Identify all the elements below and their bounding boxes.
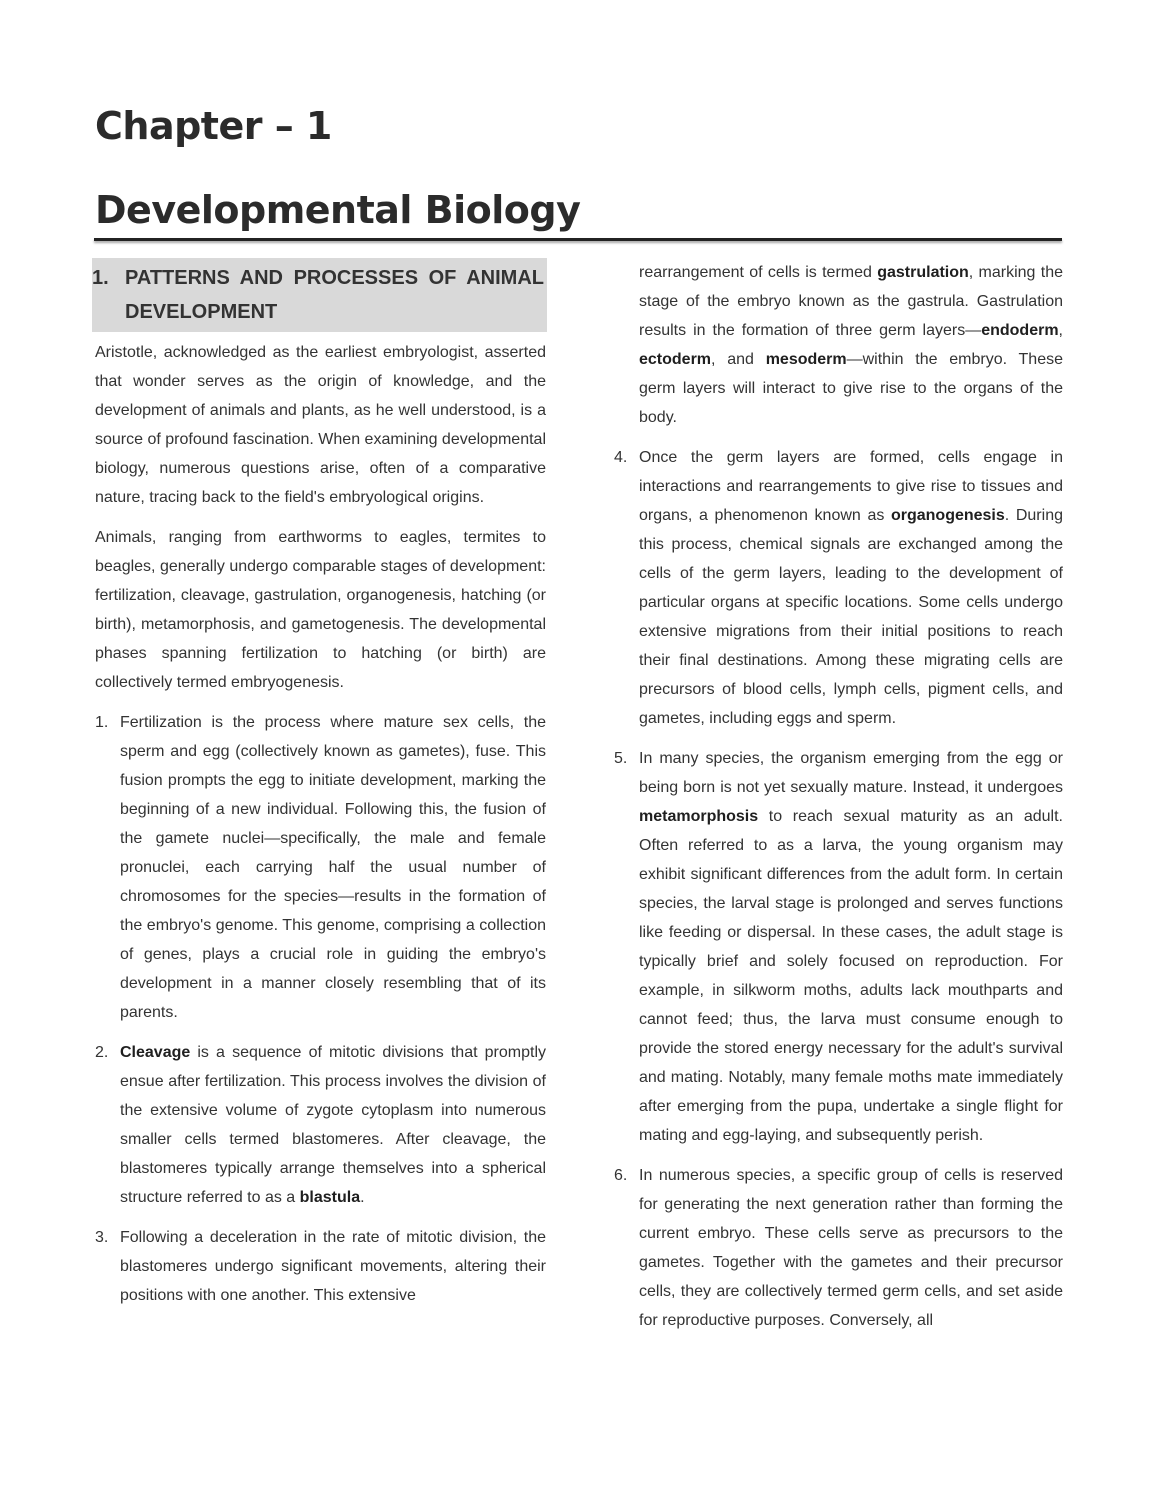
- list-item-text: In numerous species, a specific group of cells is reserved for generating the next generation rather than forming the current embryo. These cells serve as precursors to the gametes. Together with the gametes and their precursor cells, they are collectively termed germ cells, and set aside for reproductive purposes. Conversely, all: [639, 1167, 1063, 1329]
- title-divider: [94, 238, 1062, 241]
- chapter-label: Chapter – 1: [95, 104, 332, 148]
- section-number: 1.: [92, 267, 109, 289]
- key-term: metamorphosis: [639, 808, 759, 825]
- list-item: [95, 1223, 546, 1310]
- section-heading: [92, 258, 547, 332]
- list-item-continuation: rearrangement of cells is termed gastrulation, marking the stage of the embryo known as the gastrula. Gastrulation results in the formation of three germ layers—endoderm, ectoderm, and mesoderm—within the embryo. These germ layers will interact to give rise to the organs of the body.: [639, 264, 1064, 426]
- left-column: [92, 258, 546, 1321]
- key-term: endoderm: [981, 322, 1059, 339]
- list-item: [95, 1038, 546, 1212]
- list-item-text: In many species, the organism emerging from the egg or being born is not yet sexually mature. Instead, it undergoes metamorphosis to reach sexual maturity as an adult. Often referred to as a larva, the young organism may exhibit significant differences from the adult form. In certain species, the larval stage is prolonged and serves functions like feeding or dispersal. In these cases, the adult stage is typically brief and solely focused on reproduction. For example, in silkworm moths, adults lack mouthparts and cannot feed; thus, the larva must consume enough to provide the stored energy necessary for the adult's survival and mating. Notably, many female moths mate immediately after emerging from the pupa, undertake a single flight for mating and egg-laying, and subsequently perish.: [639, 750, 1063, 1144]
- list-marker: 1.: [95, 714, 109, 731]
- list-marker: 6.: [614, 1167, 628, 1184]
- intro-paragraph-1: Aristotle, acknowledged as the earliest embryologist, asserted that wonder serves as the origin of knowledge, and the development of animals and plants, as he well understood, is a source of profound fascination. When examining developmental biology, numerous questions arise, often of a comparative nature, tracing back to the field's embryological origins.: [95, 344, 546, 506]
- key-term: organogenesis: [890, 507, 1005, 524]
- list-marker: 3.: [95, 1229, 109, 1246]
- list-item-text: Cleavage is a sequence of mitotic divisions that promptly ensue after fertilization. This process involves the division of the extensive volume of zygote cytoplasm into numerous smaller cells termed blastomeres. After cleavage, the blastomeres typically arrange themselves into a spherical structure referred to as a blastula.: [120, 1044, 546, 1206]
- key-term: Cleavage: [120, 1044, 191, 1061]
- list-item-text: Following a deceleration in the rate of mitotic division, the blastomeres undergo significant movements, altering their positions with one another. This extensive: [120, 1229, 546, 1304]
- stages-list-left: [95, 708, 546, 1310]
- list-item: [614, 1161, 1063, 1335]
- right-column: [614, 258, 1063, 1346]
- list-item: [614, 443, 1063, 733]
- list-item-text: Fertilization is the process where mature sex cells, the sperm and egg (collectively known as gametes), fuse. This fusion prompts the egg to initiate development, marking the beginning of a new individual. Following this, the fusion of the gamete nuclei—specifically, the male and female pronuclei, each carrying half the usual number of chromosomes for the species—results in the formation of the embryo's genome. This genome, comprising a collection of genes, plays a crucial role in guiding the embryo's development in a manner closely resembling that of its parents.: [120, 714, 546, 1021]
- section-title: PATTERNS AND PROCESSES OF ANIMAL DEVELOPMENT: [125, 267, 544, 323]
- stages-list-right: [614, 443, 1063, 1335]
- list-item: [614, 744, 1063, 1150]
- key-term: gastrulation: [877, 264, 969, 281]
- list-item: [95, 708, 546, 1027]
- key-term: mesoderm: [765, 351, 847, 368]
- intro-paragraph-2: Animals, ranging from earthworms to eagles, termites to beagles, generally undergo comparable stages of development: fertilization, cleavage, gastrulation, organogenesis, hatching (or birth), metamorphosis, and gametogenesis. The developmental phases spanning fertilization to hatching (or birth) are collectively termed embryogenesis.: [95, 529, 546, 691]
- key-term: ectoderm: [639, 351, 712, 368]
- list-item-text: Once the germ layers are formed, cells engage in interactions and rearrangements to give rise to tissues and organs, a phenomenon known as organogenesis. During this process, chemical signals are exchanged among the cells of the germ layers, leading to the development of particular organs at specific locations. Some cells undergo extensive migrations from their initial positions to reach their final destinations. Among these migrating cells are precursors of blood cells, lymph cells, pigment cells, and gametes, including eggs and sperm.: [639, 449, 1063, 727]
- list-marker: 4.: [614, 449, 628, 466]
- key-term: blastula: [299, 1189, 361, 1206]
- list-marker: 2.: [95, 1044, 109, 1061]
- list-marker: 5.: [614, 750, 628, 767]
- chapter-title: Developmental Biology: [95, 188, 581, 232]
